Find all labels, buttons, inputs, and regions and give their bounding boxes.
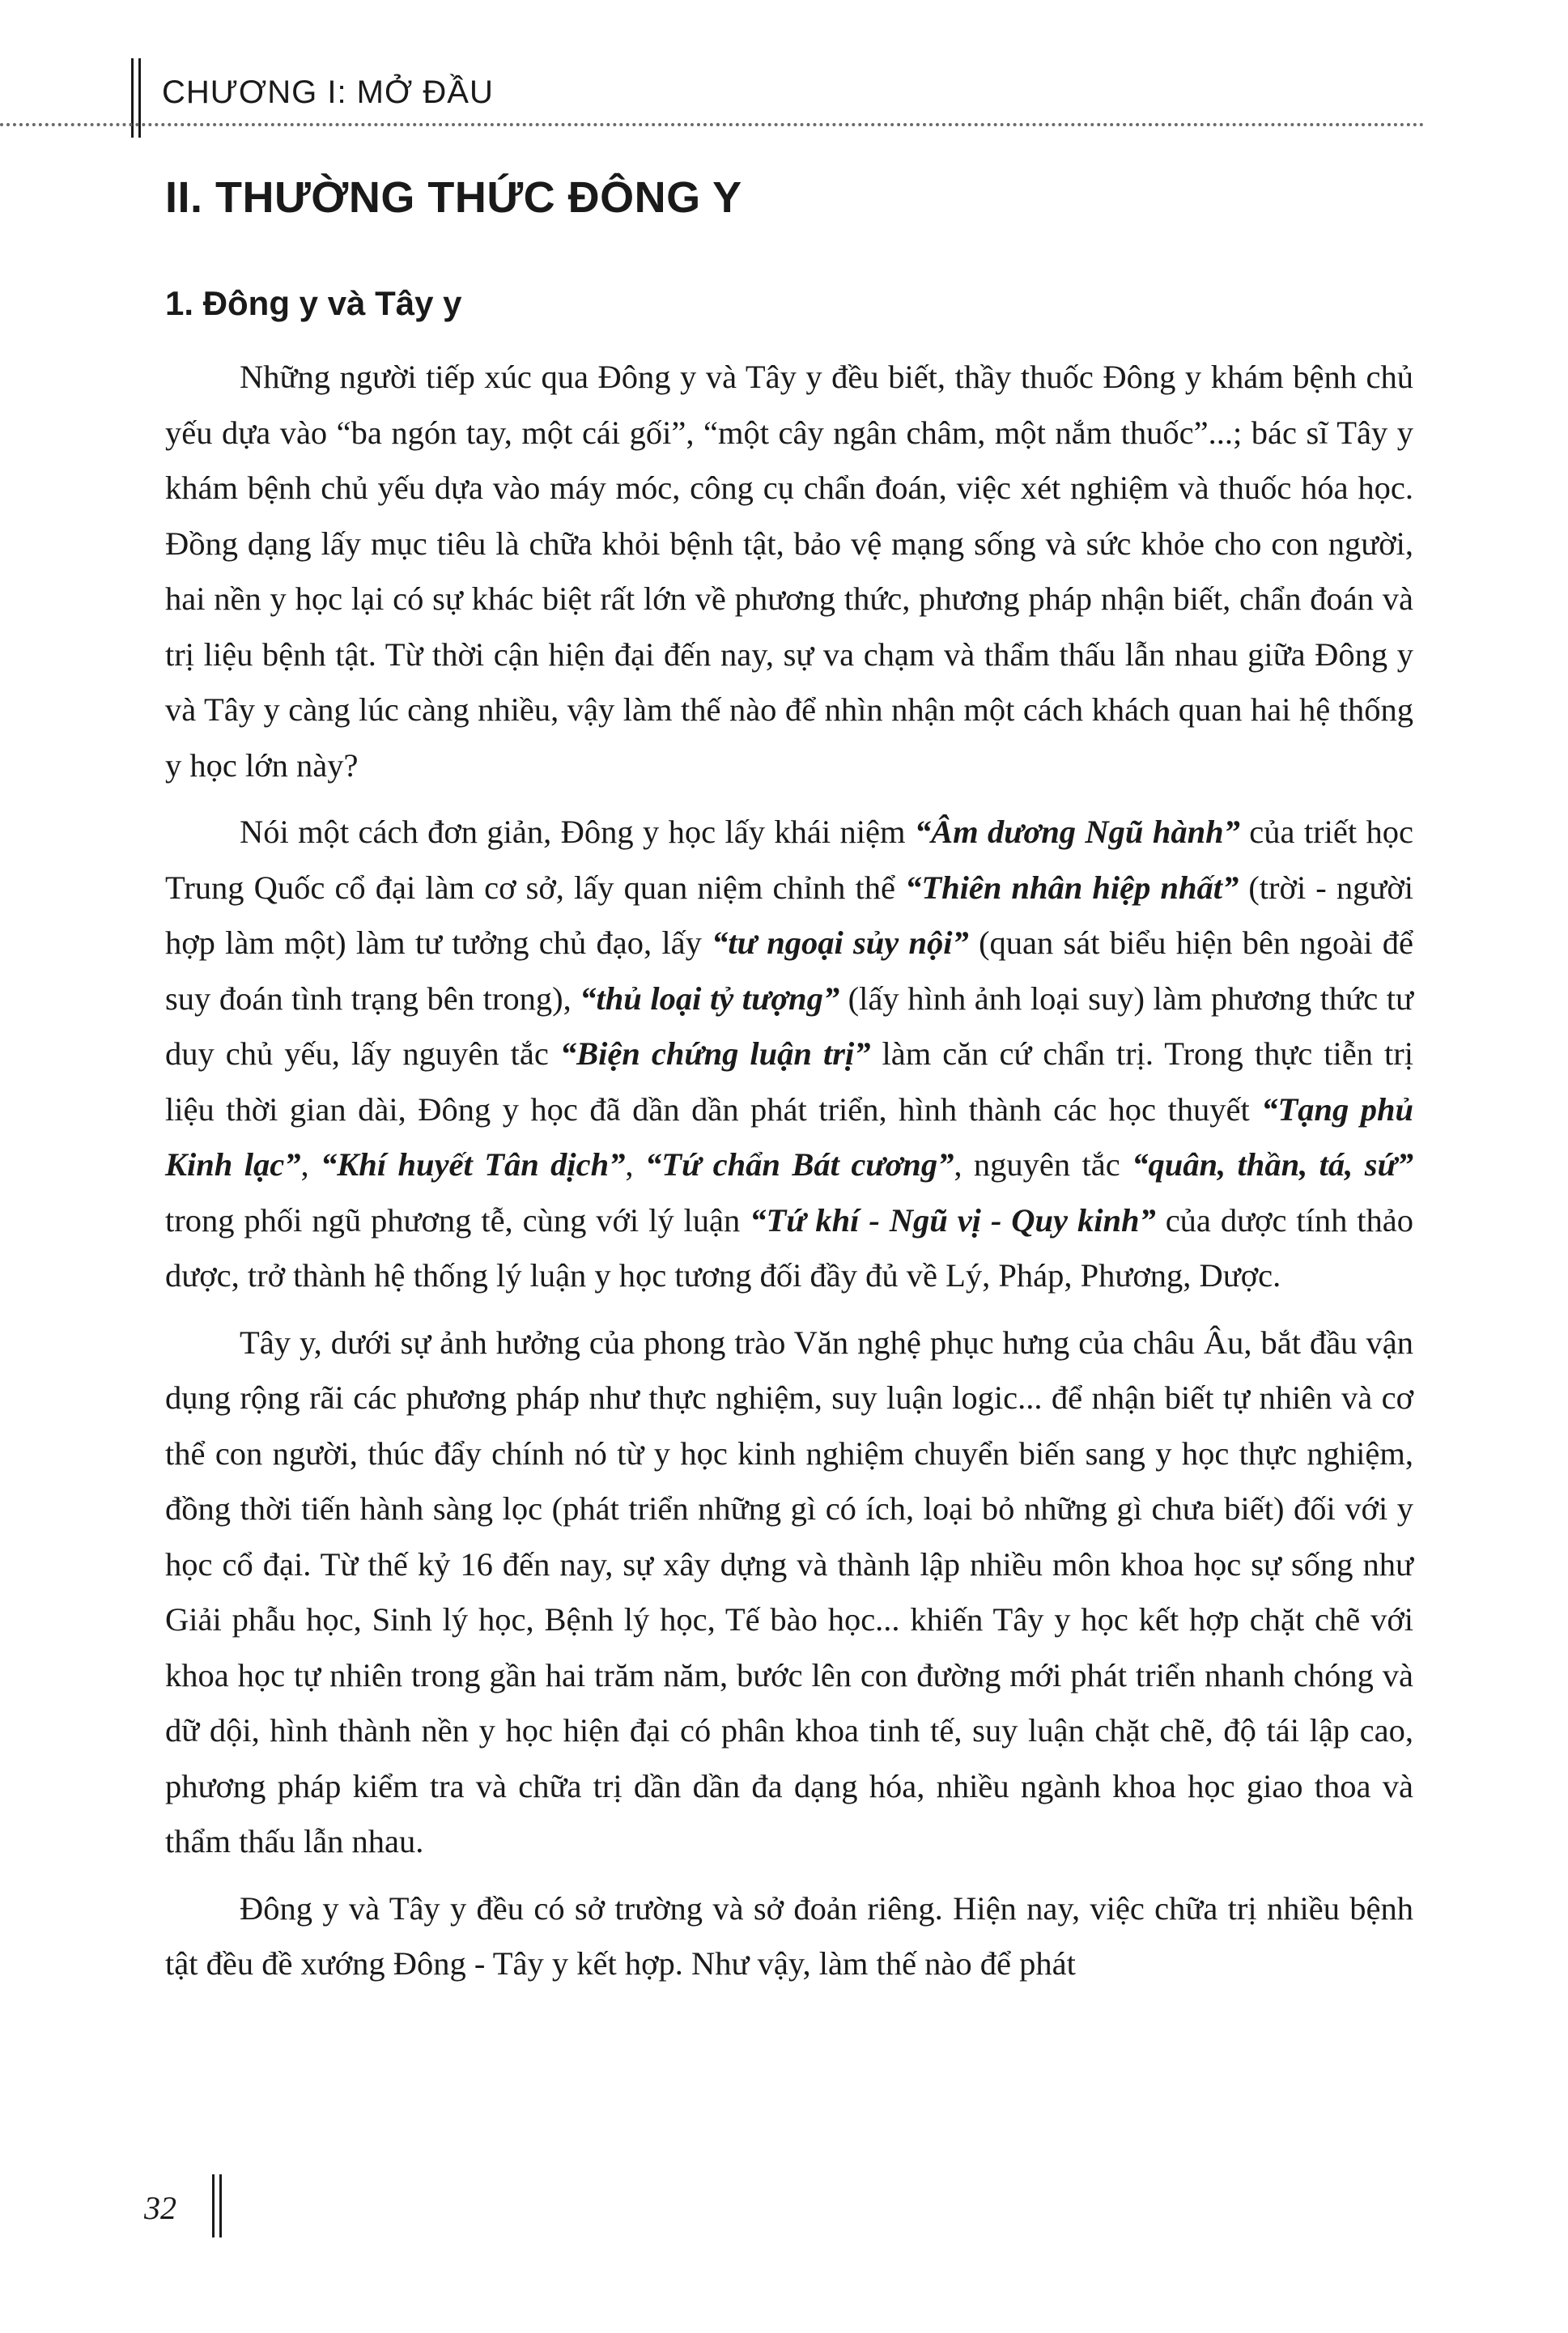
paragraph-text: , — [300, 1146, 321, 1183]
emphasis-term: “Thiên nhân hiệp nhất” — [905, 869, 1239, 906]
emphasis-term: “Biện chứng luận trị” — [559, 1035, 871, 1072]
emphasis-term: “Khí huyết Tân dịch” — [321, 1146, 626, 1183]
paragraph-text: , — [625, 1146, 645, 1183]
emphasis-term: “thủ loại tỷ tượng” — [580, 980, 840, 1017]
header-dotted-rule — [0, 123, 1425, 126]
footer-double-bar — [212, 2174, 227, 2237]
paragraph-text: Đông y và Tây y đều có sở trường và sở đoản riêng. Hiện nay, việc chữa trị nhiều bệnh tật đều đề xướng Đông - Tây y kết hợp. Như vậy, làm thế nào để phát — [165, 1889, 1413, 1982]
paragraph-4 — [165, 1881, 1413, 1992]
paragraph-2 — [165, 805, 1413, 1304]
paragraph-text: của triết học Trung Quốc cổ đại làm cơ sở, lấy quan niệm chỉnh thể — [165, 814, 1413, 906]
section-title: II. THƯỜNG THỨC ĐÔNG Y — [165, 173, 742, 222]
paragraph-text: làm căn cứ chẩn trị. Trong thực tiễn trị liệu thời gian dài, Đông y học đã dần dần phát triển, hình thành các học thuyết — [165, 1035, 1413, 1128]
paragraph-text: của dược tính thảo dược, trở thành hệ thống lý luận y học tương đối đầy đủ về Lý, Pháp, Phương, Dược. — [165, 1201, 1414, 1294]
body-text — [165, 350, 1413, 2004]
subsection-title: 1. Đông y và Tây y — [165, 284, 462, 322]
paragraph-text: Những người tiếp xúc qua Đông y và Tây y đều biết, thầy thuốc Đông y khám bệnh chủ yếu dựa vào “ba ngón tay, một cái gối”, “một cây ngân châm, một nắm thuốc”...; bác sĩ Tây y khám bệnh chủ yếu dựa vào máy móc, công cụ chẩn đoán, việc xét nghiệm và thuốc hóa học. Đồng dạng lấy mục tiêu là chữa khỏi bệnh tật, bảo vệ mạng sống và sức khỏe cho con người, hai nền y học lại có sự khác biệt rất lớn về phương thức, phương pháp nhận biết, chẩn đoán và trị liệu bệnh tật. Từ thời cận hiện đại đến nay, sự va chạm và thẩm thấu lẫn nhau giữa Đông y và Tây y càng lúc càng nhiều, vậy làm thế nào để nhìn nhận một cách khách quan hai hệ thống y học lớn này? — [165, 359, 1413, 784]
paragraph-text: Tây y, dưới sự ảnh hưởng của phong trào Văn nghệ phục hưng của châu Âu, bắt đầu vận dụng rộng rãi các phương pháp như thực nghiệm, suy luận logic... để nhận biết tự nhiên và cơ thể con người, thúc đẩy chính nó từ y học kinh nghiệm chuyển biến sang y học thực nghiệm, đồng thời tiến hành sàng lọc (phát triển những gì có ích, loại bỏ những gì chưa biết) đối với y học cổ đại. Từ thế kỷ 16 đến nay, sự xây dựng và thành lập nhiều môn khoa học sự sống như Giải phẫu học, Sinh lý học, Bệnh lý học, Tế bào học... khiến Tây y học kết hợp chặt chẽ với khoa học tự nhiên trong gần hai trăm năm, bước lên con đường mới phát triển nhanh chóng và dữ dội, hình thành nền y học hiện đại có phân khoa tinh tế, suy luận chặt chẽ, độ tái lập cao, phương pháp kiểm tra và chữa trị dần dần đa dạng hóa, nhiều ngành khoa học giao thoa và thẩm thấu lẫn nhau. — [165, 1324, 1413, 1859]
emphasis-term: “tư ngoại sủy nội” — [712, 924, 969, 961]
paragraph-text: trong phối ngũ phương tễ, cùng với lý luận — [165, 1201, 750, 1239]
paragraph-text: (trời - người hợp làm một) làm tư tưởng chủ đạo, lấy — [165, 869, 1413, 961]
emphasis-term: “Tứ chẩn Bát cương” — [644, 1146, 954, 1183]
paragraph-text: (lấy hình ảnh loại suy) làm phương thức tư duy chủ yếu, lấy nguyên tắc — [165, 980, 1413, 1072]
paragraph-text: (quan sát biểu hiện bên ngoài để suy đoán tình trạng bên trong), — [165, 924, 1413, 1017]
paragraph-1 — [165, 350, 1413, 793]
emphasis-term: “quân, thần, tá, sứ” — [1132, 1146, 1413, 1183]
emphasis-term: “Tứ khí - Ngũ vị - Quy kinh” — [750, 1201, 1156, 1239]
paragraph-text: Nói một cách đơn giản, Đông y học lấy khái niệm — [240, 814, 915, 850]
paragraph-3 — [165, 1315, 1413, 1870]
running-head: CHƯƠNG I: MỞ ĐẦU — [162, 74, 494, 110]
paragraph-text: , nguyên tắc — [954, 1146, 1132, 1183]
page-number: 32 — [144, 2190, 176, 2226]
emphasis-term: “Âm dương Ngũ hành” — [914, 814, 1240, 850]
emphasis-term: “Tạng phủ Kinh lạc” — [165, 1090, 1413, 1183]
